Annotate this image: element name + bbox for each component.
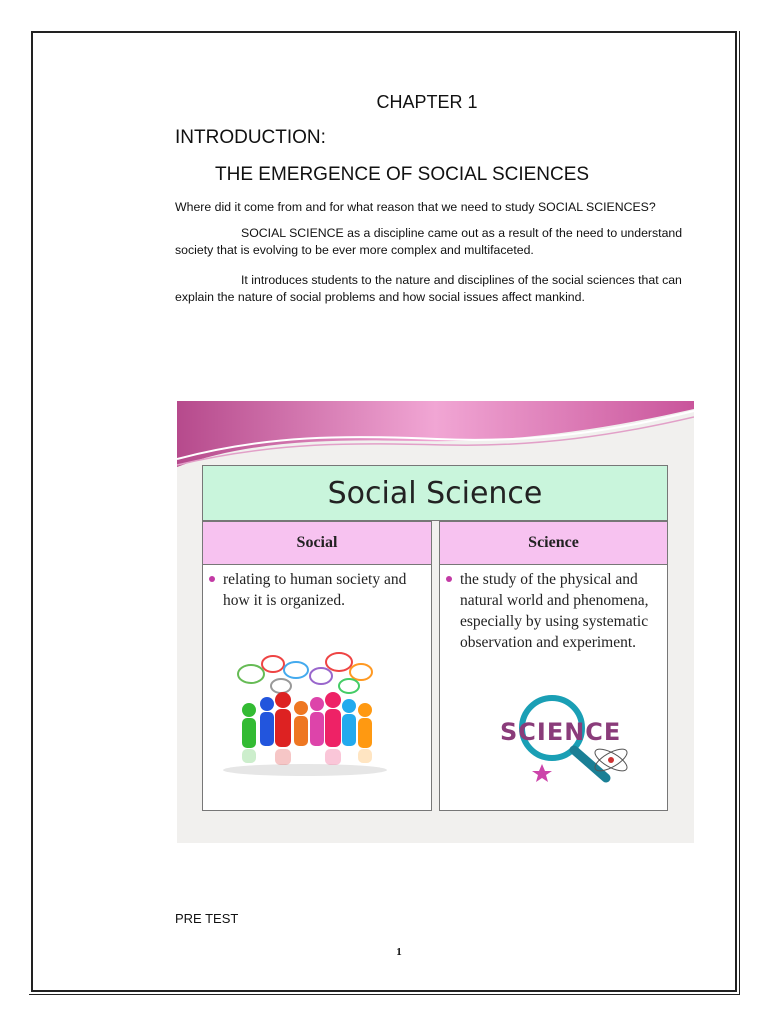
science-definition (440, 565, 667, 653)
section-title: THE EMERGENCE OF SOCIAL SCIENCES (215, 164, 590, 185)
page-number (0, 946, 768, 958)
science-definition-text: the study of the physical and natural world and phenomena, especially by using systematic observation and experiment. (460, 571, 649, 651)
people-speech-bubbles-image (221, 652, 393, 777)
page-border-shadow (739, 31, 740, 995)
chapter-heading (0, 92, 768, 113)
paragraph-2: It introduces students to the nature and disciplines of the social sciences that can explain the nature of social problems and how social issues affect mankind. (175, 273, 682, 304)
science-header: Science (440, 522, 667, 565)
figure-title: Social Science (327, 475, 543, 511)
social-column (202, 521, 432, 811)
chapter-label: CHAPTER 1 (376, 92, 478, 112)
figure-title-box (202, 465, 668, 521)
pink-wave-decoration (177, 401, 694, 471)
science-word: SCIENCE (500, 718, 622, 746)
science-column (439, 521, 668, 811)
intro-question: Where did it come from and for what reason that we need to study SOCIAL SCIENCES? (175, 200, 656, 214)
bullet-dot (209, 576, 215, 582)
social-header: Social (203, 522, 431, 565)
page-number-value: 1 (396, 946, 402, 958)
introduction-heading: INTRODUCTION: (175, 127, 326, 148)
pre-test-heading: PRE TEST (175, 911, 239, 926)
paragraph-1: SOCIAL SCIENCE as a discipline came out as a result of the need to understand society that is evolving to be ever more complex and multifaceted. (175, 226, 683, 257)
social-definition (203, 565, 431, 611)
social-science-figure (177, 401, 694, 843)
social-definition-text: relating to human society and how it is organized. (223, 571, 407, 609)
bullet-dot (446, 576, 452, 582)
science-magnifier-image (486, 686, 646, 786)
